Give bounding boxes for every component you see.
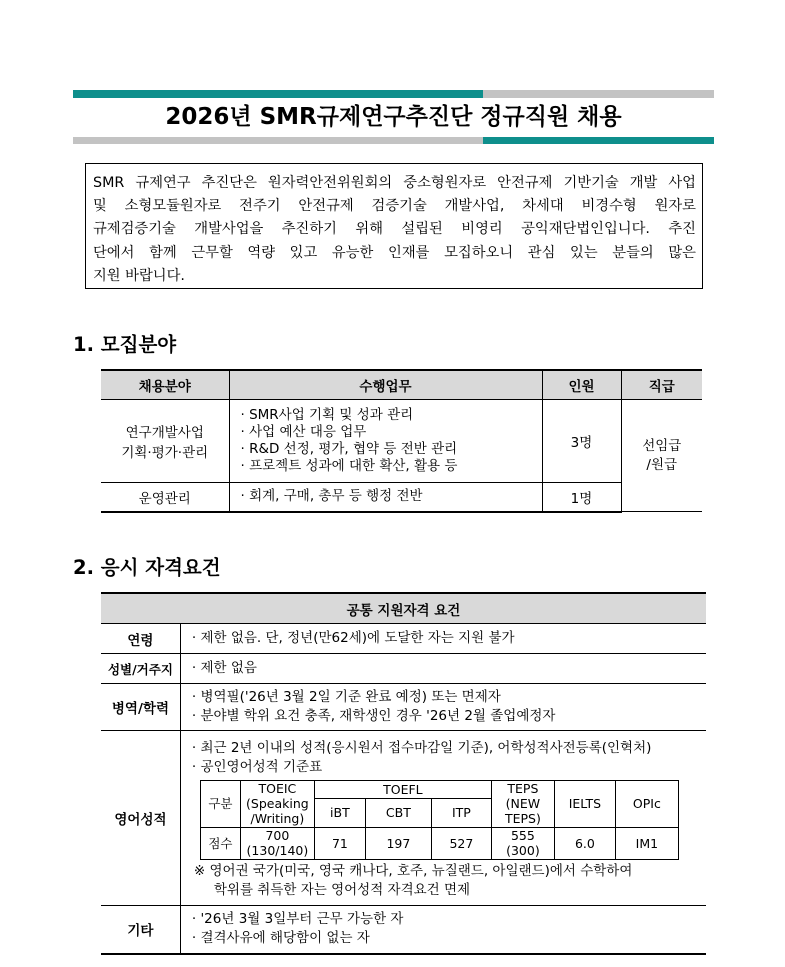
page-title: 2026년 SMR규제연구추진단 정규직원 채용	[165, 104, 622, 130]
field-cell: 운영관리	[101, 483, 229, 512]
header-ibt: iBT	[314, 798, 365, 827]
row-label-score: 점수	[200, 827, 240, 859]
header-ielts: IELTS	[554, 780, 615, 827]
field-line: 연구개발사업	[125, 425, 204, 441]
intro-line: SMR 규제연구 추진단은 원자력안전위원회의 중소형원자로 안전규제 기반기술 개발 사업	[93, 175, 696, 191]
header-duties: 수행업무	[229, 370, 542, 400]
intro-box	[85, 163, 703, 289]
header-grade: 직급	[621, 370, 702, 400]
recruitment-table	[101, 369, 702, 513]
table-header-row	[101, 370, 702, 400]
row-label-category: 구분	[200, 780, 240, 827]
duty-item: · 사업 예산 대응 업무	[240, 424, 367, 440]
score-line: 700	[265, 828, 290, 843]
content-line: · 병역필('26년 3월 2일 기준 완료 예정) 또는 면제자	[191, 689, 501, 705]
qualification-table	[101, 592, 706, 955]
score-line: (130/140)	[246, 843, 309, 858]
intro-line: 지원 바랍니다.	[93, 267, 185, 284]
table-row	[101, 906, 706, 954]
title-bar-bottom-gray	[73, 137, 483, 144]
note-line: 학위를 취득한 자는 영어성적 자격요건 면제	[213, 881, 471, 898]
content-line: · '26년 3월 3일부터 근무 가능한 자	[191, 911, 404, 928]
content-line: · 공인영어성적 기준표	[191, 758, 323, 775]
content-line: · 제한 없음. 단, 정년(만62세)에 도달한 자는 지원 불가	[191, 630, 515, 646]
score-itp: 527	[431, 827, 491, 859]
header-field: 채용분야	[101, 370, 229, 400]
grade-cell	[621, 400, 702, 512]
teps-line: TEPS)	[504, 811, 541, 826]
content-line: · 분야별 학위 요건 충족, 재학생인 경우 '26년 2월 졸업예정자	[191, 708, 556, 724]
content-line: · 결격사유에 해당함이 없는 자	[191, 930, 370, 947]
content-line: · 최근 2년 이내의 성적(응시원서 접수마감일 기준), 어학성적사전등록(인혁처)	[191, 739, 652, 756]
field-line: 기획·평가·관리	[121, 445, 209, 461]
table-header-row	[101, 593, 706, 624]
count-cell: 1명	[542, 483, 621, 512]
duty-item: · SMR사업 기획 및 성과 관리	[240, 407, 414, 423]
score-teps	[491, 827, 554, 859]
duties-cell	[229, 400, 542, 483]
content-military	[180, 684, 706, 731]
content-line: · 제한 없음	[191, 660, 257, 676]
score-ibt: 71	[314, 827, 365, 859]
section-title-recruitment: 1. 모집분야	[73, 333, 177, 356]
header-itp: ITP	[431, 798, 491, 827]
duties-cell: · 회계, 구매, 총무 등 행정 전반	[229, 483, 542, 512]
title-bar-top-gray	[483, 90, 714, 98]
header-count: 인원	[542, 370, 621, 400]
table-row	[101, 731, 706, 906]
duty-item: · 프로젝트 성과에 대한 확산, 활용 등	[240, 458, 458, 474]
content-english	[180, 731, 706, 906]
table-row	[101, 684, 706, 731]
table-row	[101, 654, 706, 684]
header-cbt: CBT	[365, 798, 431, 827]
score-opic: IM1	[615, 827, 678, 859]
duty-item: · R&D 선정, 평가, 협약 등 전반 관리	[240, 441, 458, 457]
label-military: 병역/학력	[101, 684, 180, 731]
score-cbt: 197	[365, 827, 431, 859]
header-teps	[491, 780, 554, 827]
intro-line: 단에서 함께 근무할 역량 있고 유능한 인재를 모집하오니 관심 있는 분들의 많은	[93, 244, 696, 261]
table-row	[101, 400, 702, 483]
label-english: 영어성적	[101, 731, 180, 906]
header-toefl: TOEFL	[314, 780, 491, 798]
header-common-requirements: 공통 지원자격 요건	[101, 593, 706, 624]
teps-line: TEPS	[507, 781, 539, 796]
field-cell	[101, 400, 229, 483]
title-bar-bottom-teal	[483, 137, 714, 144]
english-score-table	[200, 780, 679, 860]
table-row	[101, 483, 702, 512]
english-note	[192, 862, 706, 900]
label-etc: 기타	[101, 906, 180, 954]
label-gender: 성별/거주지	[101, 654, 180, 684]
title-bar-top-teal	[73, 90, 483, 98]
note-line: ※ 영어권 국가(미국, 영국 캐나다, 호주, 뉴질랜드, 아일랜드)에서 수학하여	[193, 862, 633, 879]
intro-line: 규제검증기술 개발사업을 추진하기 위해 설립된 비영리 공익재단법인입니다. 추진	[93, 221, 696, 238]
score-line: (300)	[506, 843, 540, 858]
score-toeic	[240, 827, 314, 859]
section-title-qualifications: 2. 응시 자격요건	[73, 556, 221, 579]
header-toeic	[240, 780, 314, 827]
score-line: 555	[510, 828, 535, 843]
content-age	[180, 624, 706, 654]
grade-line: /원급	[646, 456, 678, 473]
toeic-line: /Writing)	[250, 811, 305, 826]
intro-line: 및 소형모듈원자로 전주기 안전규제 검증기술 개발사업, 차세대 비경수형 원자로	[93, 198, 696, 215]
toeic-line: TOEIC	[258, 781, 297, 796]
count-cell: 3명	[542, 400, 621, 483]
content-gender	[180, 654, 706, 684]
grade-line: 선임급	[642, 437, 682, 454]
toeic-line: (Speaking	[246, 796, 309, 811]
table-row	[101, 624, 706, 654]
header-opic: OPIc	[615, 780, 678, 827]
teps-line: (NEW	[505, 796, 541, 811]
score-ielts: 6.0	[554, 827, 615, 859]
label-age: 연령	[101, 624, 180, 654]
content-etc	[180, 906, 706, 954]
